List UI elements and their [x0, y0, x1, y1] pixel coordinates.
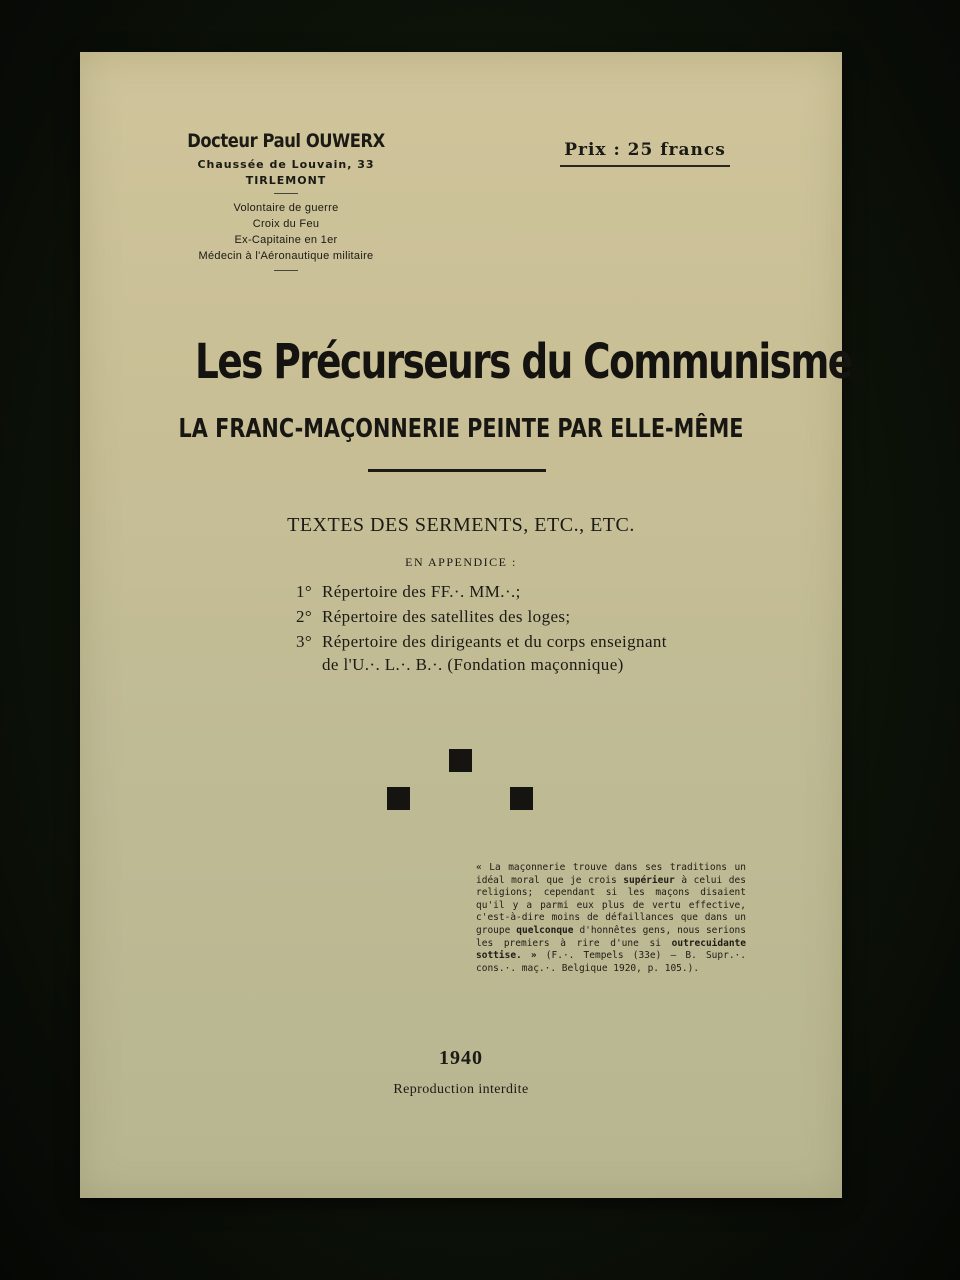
quote-text: « La maçonnerie trouve dans ses traditions un idéal moral que je crois: [476, 862, 746, 886]
quote-citation: (F.·. Tempels (33e) — B. Supr.·. cons.·. maç.·. Belgique 1920, p. 105.).: [476, 950, 746, 974]
ornament-square-icon: [449, 749, 472, 772]
appendix-item-number: 1°: [296, 582, 313, 601]
appendix-item-text: Répertoire des FF.·. MM.·.;: [322, 582, 521, 601]
appendix-item-number: 3°: [296, 632, 313, 651]
appendix-item: [296, 630, 676, 676]
credentials-rule: [274, 270, 298, 271]
appendix-list: [296, 580, 676, 676]
appendix-item: [296, 605, 676, 628]
credential-line: Volontaire de guerre: [233, 202, 339, 214]
appendix-item-text: Répertoire des dirigeants et du corps enseignant de l'U.·. L.·. B.·. (Fondation maçonnique): [322, 632, 667, 674]
author-name: Docteur Paul OUWERX: [187, 130, 385, 152]
title-divider: [368, 469, 546, 472]
author-city: TIRLEMONT: [245, 174, 327, 187]
credential-line: Croix du Feu: [252, 218, 320, 230]
texts-line: TEXTES DES SERMENTS, ETC., ETC.: [287, 514, 635, 536]
author-block: [170, 130, 402, 277]
book-cover: [80, 52, 852, 1198]
credential-line: Médecin à l'Aéronautique militaire: [198, 250, 374, 262]
publication-year: 1940: [439, 1047, 483, 1069]
price-underline: [560, 165, 730, 167]
ornament-square-icon: [510, 787, 533, 810]
credential-line: Ex-Capitaine en 1er: [234, 234, 338, 246]
book-subtitle: LA FRANC-MAÇONNERIE PEINTE PAR ELLE-MÊME: [178, 414, 744, 444]
author-rule: [274, 193, 298, 194]
price-block: [560, 140, 730, 167]
ornament-square-icon: [387, 787, 410, 810]
quotation: [476, 862, 746, 975]
appendix-item-number: 2°: [296, 607, 313, 626]
price-label: Prix : 25 francs: [564, 140, 726, 160]
appendix-item: [296, 580, 676, 603]
appendix-label: EN APPENDICE :: [405, 555, 517, 569]
quote-emphasis: outrecuidante sottise. »: [476, 937, 746, 962]
reproduction-notice: Reproduction interdite: [393, 1082, 529, 1097]
quote-text: à celui des religions; cependant si les maçons disaient qu'il y a parmi eux plus de vertu effective, c'est-à-dire moins de défaillances que dans un groupe: [476, 874, 746, 936]
quote-text: d'honnêtes gens, nous serions les premiers à rire d'une si: [476, 924, 746, 949]
quote-emphasis: quelconque: [516, 924, 574, 936]
appendix-item-text: Répertoire des satellites des loges;: [322, 607, 571, 626]
quote-emphasis: supérieur: [623, 874, 675, 886]
author-street: Chaussée de Louvain, 33: [197, 158, 375, 171]
book-title: Les Précurseurs du Communisme: [195, 334, 852, 390]
